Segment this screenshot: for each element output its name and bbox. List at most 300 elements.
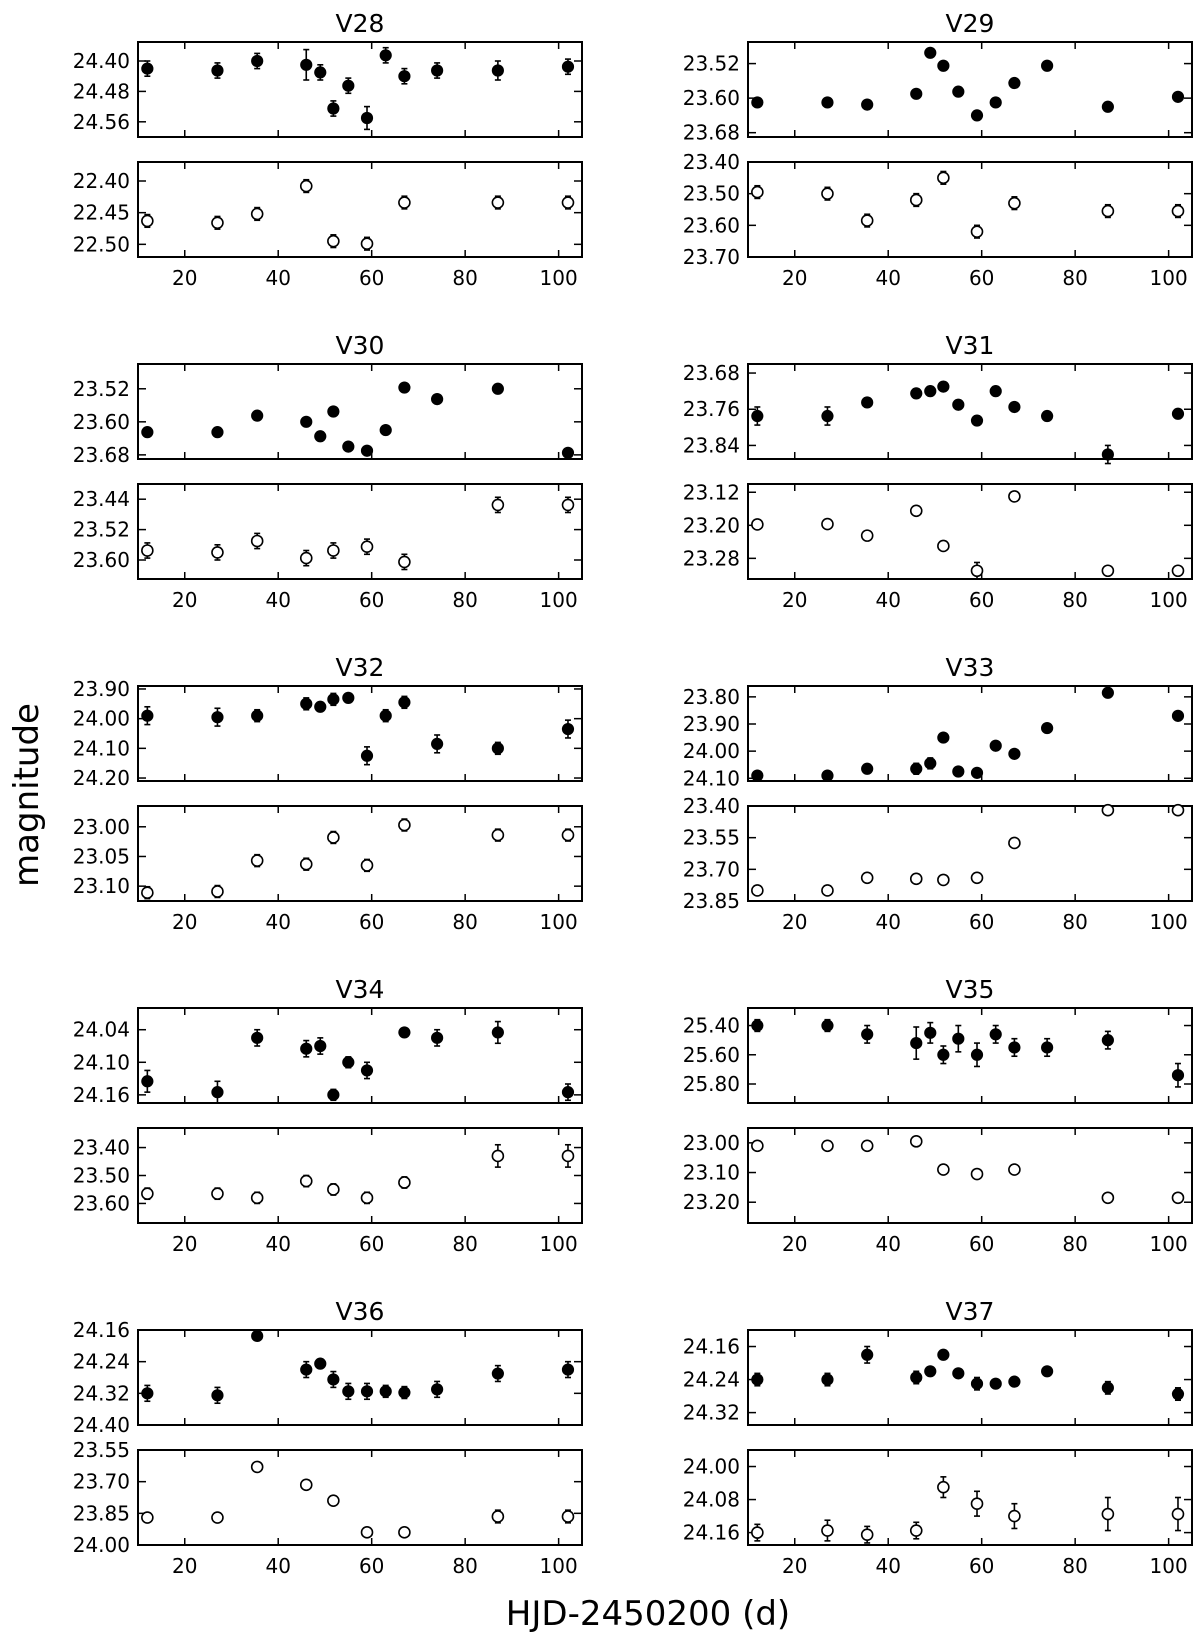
lower-panel-ytick-label: 23.28 [682, 546, 740, 571]
lower-panel-point-3 [911, 873, 922, 884]
upper-panel-point-7 [362, 1386, 373, 1397]
lower-panel-point-6 [1009, 1164, 1020, 1175]
lower-panel-xtick-label: 60 [358, 910, 385, 934]
lower-panel-xtick-label: 80 [1062, 1554, 1088, 1578]
lower-panel-xtick-label: 100 [539, 1554, 578, 1578]
upper-panel-ytick-label: 24.40 [72, 1413, 130, 1437]
lower-panel-xtick-label: 100 [1149, 1554, 1188, 1578]
upper-panel-point-11 [1102, 1035, 1113, 1046]
lower-panel-xtick-label: 80 [452, 266, 478, 290]
chart-v30 [73, 331, 582, 612]
lower-panel-xtick-label: 40 [875, 266, 901, 290]
lower-panel-point-0 [752, 1140, 763, 1151]
lower-panel-xtick-label: 20 [172, 266, 198, 290]
lower-panel-point-7 [492, 499, 503, 510]
lower-panel-point-6 [399, 820, 410, 831]
upper-panel-point-11 [1102, 449, 1113, 460]
lower-panel-xtick-label: 100 [1149, 1232, 1188, 1256]
lower-panel-ytick-label: 22.40 [72, 169, 130, 193]
lower-panel-xtick-label: 40 [265, 910, 291, 934]
upper-panel-point-6 [343, 441, 354, 452]
lower-panel-point-5 [362, 541, 373, 552]
lower-panel-xtick-label: 60 [358, 1232, 385, 1256]
upper-panel-point-2 [252, 1330, 263, 1341]
upper-panel-point-4 [315, 1358, 326, 1369]
lower-panel-point-8 [562, 1511, 573, 1522]
lower-panel-xtick-label: 20 [782, 1554, 808, 1578]
upper-panel-point-12 [562, 1364, 573, 1375]
lower-panel-point-4 [328, 1495, 339, 1506]
upper-panel-ytick-label: 23.68 [682, 120, 740, 145]
lower-panel-point-7 [492, 1511, 503, 1522]
upper-panel-frame [748, 364, 1192, 459]
lower-panel-point-6 [1009, 837, 1020, 848]
lower-panel-ytick-label: 23.70 [682, 245, 740, 269]
upper-panel-point-11 [1102, 687, 1113, 698]
lower-panel-ytick-label: 23.10 [72, 874, 130, 899]
upper-panel-ytick-label: 24.10 [682, 766, 740, 791]
lower-panel-point-8 [1172, 206, 1183, 217]
upper-panel-point-2 [862, 397, 873, 408]
upper-panel-point-7 [972, 110, 983, 121]
upper-panel-frame [748, 42, 1192, 137]
upper-panel-point-11 [492, 65, 503, 76]
upper-panel-point-7 [972, 415, 983, 426]
lower-panel-point-0 [142, 1188, 153, 1199]
chart-v32 [73, 653, 582, 934]
upper-panel-point-3 [301, 1043, 312, 1054]
chart-title: V29 [945, 9, 995, 38]
upper-panel-ytick-label: 23.80 [682, 684, 740, 709]
lower-panel-point-1 [822, 1525, 833, 1536]
lower-panel-point-5 [362, 238, 373, 249]
lower-panel-xtick-label: 40 [875, 910, 901, 934]
upper-panel-point-9 [1009, 78, 1020, 89]
lower-panel-point-6 [1009, 198, 1020, 209]
upper-panel-ytick-label: 24.48 [72, 79, 130, 104]
lower-panel-point-3 [301, 181, 312, 192]
lower-panel-frame [748, 1450, 1192, 1545]
upper-panel-point-3 [911, 1038, 922, 1049]
upper-panel-point-7 [362, 113, 373, 124]
lower-panel-xtick-label: 20 [782, 1232, 808, 1256]
upper-panel-point-2 [252, 410, 263, 421]
lower-panel-ytick-label: 23.60 [72, 1191, 130, 1216]
upper-panel-point-6 [953, 1033, 964, 1044]
upper-panel-ytick-label: 24.40 [72, 49, 130, 73]
lower-panel-point-8 [1172, 805, 1183, 816]
upper-panel-frame [748, 1330, 1192, 1425]
upper-panel-point-8 [399, 1027, 410, 1038]
upper-panel-point-1 [822, 1020, 833, 1031]
upper-panel-point-9 [399, 71, 410, 82]
upper-panel-point-10 [1042, 411, 1053, 422]
upper-panel-point-1 [822, 97, 833, 108]
upper-panel-point-5 [328, 1374, 339, 1385]
lower-panel-xtick-label: 20 [172, 1554, 198, 1578]
lower-panel-point-2 [252, 855, 263, 866]
upper-panel-point-12 [1172, 408, 1183, 419]
upper-panel-ytick-label: 24.00 [72, 706, 130, 731]
lower-panel-point-2 [252, 1192, 263, 1203]
upper-panel-point-3 [911, 1372, 922, 1383]
lower-panel-point-7 [1102, 1509, 1113, 1520]
upper-panel-point-5 [938, 60, 949, 71]
chart-title: V32 [335, 653, 385, 682]
lower-panel-xtick-label: 80 [452, 910, 478, 934]
upper-panel-point-3 [911, 88, 922, 99]
lower-panel-point-4 [938, 874, 949, 885]
lower-panel-point-7 [1102, 805, 1113, 816]
upper-panel-point-8 [380, 710, 391, 721]
lower-panel-point-4 [328, 236, 339, 247]
upper-panel-point-4 [315, 431, 326, 442]
lower-panel-xtick-label: 100 [539, 266, 578, 290]
upper-panel-point-10 [1042, 723, 1053, 734]
upper-panel-point-10 [492, 1027, 503, 1038]
lower-panel-ytick-label: 24.16 [682, 1520, 740, 1545]
chart-v37 [683, 1297, 1192, 1578]
lower-panel-frame [748, 162, 1192, 257]
lower-panel-frame [748, 806, 1192, 901]
lower-panel-point-7 [1102, 1192, 1113, 1203]
upper-panel-point-4 [925, 1027, 936, 1038]
y-axis-label: magnitude [7, 703, 47, 887]
lower-panel-point-5 [362, 1527, 373, 1538]
lower-panel-xtick-label: 80 [452, 1232, 478, 1256]
lower-panel-ytick-label: 24.00 [682, 1454, 740, 1479]
upper-panel-point-8 [380, 50, 391, 61]
lower-panel-point-6 [399, 197, 410, 208]
upper-panel-point-9 [399, 697, 410, 708]
lower-panel-ytick-label: 22.45 [72, 200, 130, 225]
chart-v29 [683, 9, 1192, 290]
lower-panel-point-0 [142, 215, 153, 226]
lower-panel-xtick-label: 60 [968, 910, 995, 934]
lower-panel-ytick-label: 23.00 [682, 1130, 740, 1155]
lower-panel-point-6 [399, 1527, 410, 1538]
lower-panel-xtick-label: 40 [265, 1554, 291, 1578]
lower-panel-xtick-label: 80 [1062, 266, 1088, 290]
lower-panel-point-1 [212, 217, 223, 228]
upper-panel-point-6 [343, 1057, 354, 1068]
upper-panel-point-2 [862, 1349, 873, 1360]
upper-panel-point-4 [925, 1366, 936, 1377]
lower-panel-ytick-label: 23.00 [72, 814, 130, 839]
lower-panel-point-2 [862, 1140, 873, 1151]
upper-panel-point-1 [822, 770, 833, 781]
lower-panel-xtick-label: 80 [1062, 1232, 1088, 1256]
upper-panel-point-3 [911, 388, 922, 399]
lower-panel-point-5 [362, 860, 373, 871]
upper-panel-point-5 [328, 103, 339, 114]
lower-panel-ytick-label: 23.52 [72, 517, 130, 542]
upper-panel-ytick-label: 24.20 [72, 766, 130, 791]
lower-panel-ytick-label: 23.20 [682, 1190, 740, 1215]
upper-panel-ytick-label: 23.90 [72, 676, 130, 701]
lower-panel-ytick-label: 23.40 [682, 150, 740, 174]
upper-panel-point-10 [1042, 1042, 1053, 1053]
upper-panel-point-6 [953, 766, 964, 777]
upper-panel-point-10 [1042, 60, 1053, 71]
chart-title: V37 [945, 1297, 995, 1326]
upper-panel-point-4 [925, 386, 936, 397]
lower-panel-xtick-label: 40 [265, 588, 291, 612]
upper-panel-point-10 [432, 65, 443, 76]
lower-panel-point-1 [822, 519, 833, 530]
upper-panel-point-0 [142, 427, 153, 438]
lower-panel-point-4 [328, 545, 339, 556]
upper-panel-point-0 [142, 63, 153, 74]
upper-panel-point-7 [362, 445, 373, 456]
lower-panel-point-3 [911, 1136, 922, 1147]
lower-panel-ytick-label: 23.10 [682, 1160, 740, 1185]
upper-panel-ytick-label: 25.60 [682, 1042, 740, 1067]
lower-panel-point-2 [862, 530, 873, 541]
lower-panel-xtick-label: 40 [265, 266, 291, 290]
lower-panel-ytick-label: 23.12 [682, 480, 740, 505]
upper-panel-ytick-label: 23.52 [682, 51, 740, 76]
lower-panel-xtick-label: 20 [172, 1232, 198, 1256]
lower-panel-point-7 [492, 1150, 503, 1161]
lower-panel-xtick-label: 20 [782, 266, 808, 290]
upper-panel-ytick-label: 24.04 [72, 1017, 130, 1042]
lower-panel-ytick-label: 23.60 [72, 548, 130, 572]
lower-panel-frame [138, 484, 582, 579]
upper-panel-point-2 [252, 710, 263, 721]
lower-panel-point-3 [301, 553, 312, 564]
chart-title: V30 [335, 331, 385, 360]
upper-panel-ytick-label: 24.10 [72, 1050, 130, 1075]
x-axis-label: HJD-2450200 (d) [505, 1594, 791, 1634]
upper-panel-point-10 [432, 738, 443, 749]
upper-panel-point-3 [301, 698, 312, 709]
lower-panel-point-2 [862, 1529, 873, 1540]
lower-panel-point-5 [972, 1169, 983, 1180]
lower-panel-point-6 [1009, 491, 1020, 502]
upper-panel-point-3 [301, 416, 312, 427]
lower-panel-xtick-label: 60 [968, 1554, 995, 1578]
upper-panel-point-12 [1172, 1070, 1183, 1081]
upper-panel-point-12 [562, 447, 573, 458]
upper-panel-point-5 [938, 381, 949, 392]
lower-panel-point-0 [142, 545, 153, 556]
upper-panel-frame [748, 1008, 1192, 1103]
lower-panel-xtick-label: 100 [1149, 266, 1188, 290]
upper-panel-point-6 [953, 86, 964, 97]
upper-panel-ytick-label: 25.80 [682, 1072, 740, 1096]
lower-panel-ytick-label: 24.08 [682, 1487, 740, 1512]
upper-panel-point-11 [1102, 1382, 1113, 1393]
lower-panel-point-7 [1102, 206, 1113, 217]
lower-panel-point-3 [301, 1479, 312, 1490]
lower-panel-point-2 [862, 215, 873, 226]
upper-panel-point-10 [432, 1384, 443, 1395]
upper-panel-point-0 [752, 97, 763, 108]
lower-panel-xtick-label: 60 [968, 588, 995, 612]
lower-panel-frame [138, 1450, 582, 1545]
lower-panel-ytick-label: 23.40 [72, 1135, 130, 1160]
upper-panel-point-9 [1009, 1376, 1020, 1387]
upper-panel-point-4 [315, 67, 326, 78]
upper-panel-ytick-label: 24.32 [72, 1381, 130, 1406]
upper-panel-point-12 [1172, 710, 1183, 721]
lower-panel-point-8 [562, 499, 573, 510]
lower-panel-point-5 [972, 872, 983, 883]
lower-panel-ytick-label: 23.50 [72, 1163, 130, 1188]
upper-panel-point-4 [315, 1041, 326, 1052]
lower-panel-point-4 [328, 832, 339, 843]
upper-panel-point-1 [212, 1087, 223, 1098]
upper-panel-point-0 [142, 1076, 153, 1087]
lower-panel-point-8 [562, 830, 573, 841]
lower-panel-ytick-label: 23.85 [72, 1501, 130, 1526]
upper-panel-point-10 [432, 394, 443, 405]
lower-panel-ytick-label: 23.40 [682, 794, 740, 818]
lower-panel-point-1 [822, 885, 833, 896]
upper-panel-point-1 [212, 65, 223, 76]
upper-panel-point-8 [990, 1378, 1001, 1389]
chart-v34 [73, 975, 582, 1256]
upper-panel-point-2 [862, 1029, 873, 1040]
upper-panel-point-8 [380, 1386, 391, 1397]
lower-panel-xtick-label: 100 [1149, 588, 1188, 612]
upper-panel-ytick-label: 23.52 [72, 376, 130, 401]
lower-panel-point-5 [972, 565, 983, 576]
lower-panel-frame [138, 162, 582, 257]
upper-panel-point-0 [752, 411, 763, 422]
upper-panel-point-12 [562, 724, 573, 735]
lower-panel-point-0 [142, 887, 153, 898]
upper-panel-point-11 [1102, 101, 1113, 112]
upper-panel-point-1 [212, 712, 223, 723]
lower-panel-point-1 [212, 547, 223, 558]
lower-panel-point-7 [492, 197, 503, 208]
lower-panel-ytick-label: 23.20 [682, 513, 740, 538]
upper-panel-point-0 [752, 770, 763, 781]
upper-panel-point-12 [562, 61, 573, 72]
upper-panel-point-7 [972, 1378, 983, 1389]
upper-panel-point-9 [1009, 1042, 1020, 1053]
upper-panel-point-2 [252, 1032, 263, 1043]
lower-panel-point-6 [1009, 1511, 1020, 1522]
upper-panel-point-3 [911, 763, 922, 774]
lower-panel-ytick-label: 23.44 [72, 487, 130, 512]
chart-title: V36 [335, 1297, 385, 1326]
lower-panel-point-2 [252, 536, 263, 547]
lower-panel-point-3 [301, 1176, 312, 1187]
lower-panel-xtick-label: 100 [539, 910, 578, 934]
upper-panel-point-4 [925, 758, 936, 769]
upper-panel-frame [138, 364, 582, 459]
upper-panel-point-8 [990, 386, 1001, 397]
lower-panel-point-5 [362, 1192, 373, 1203]
lower-panel-xtick-label: 40 [875, 1554, 901, 1578]
lower-panel-point-4 [938, 1482, 949, 1493]
upper-panel-point-5 [328, 406, 339, 417]
lower-panel-point-4 [938, 540, 949, 551]
upper-panel-point-11 [492, 383, 503, 394]
chart-title: V35 [945, 975, 995, 1004]
lower-panel-frame [138, 1128, 582, 1223]
upper-panel-point-0 [752, 1020, 763, 1031]
upper-panel-point-6 [343, 692, 354, 703]
lower-panel-frame [748, 1128, 1192, 1223]
upper-panel-frame [138, 42, 582, 137]
lower-panel-point-0 [752, 519, 763, 530]
lower-panel-xtick-label: 20 [172, 588, 198, 612]
lower-panel-xtick-label: 100 [539, 588, 578, 612]
lower-panel-xtick-label: 60 [358, 588, 385, 612]
upper-panel-point-2 [252, 56, 263, 67]
upper-panel-frame [138, 1008, 582, 1103]
upper-panel-point-7 [972, 767, 983, 778]
lower-panel-xtick-label: 80 [1062, 910, 1088, 934]
lower-panel-point-0 [142, 1512, 153, 1523]
upper-panel-ytick-label: 24.24 [72, 1349, 130, 1374]
lower-panel-xtick-label: 100 [1149, 910, 1188, 934]
upper-panel-ytick-label: 23.60 [682, 86, 740, 111]
upper-panel-ytick-label: 25.40 [682, 1013, 740, 1038]
upper-panel-ytick-label: 23.76 [682, 397, 740, 422]
upper-panel-point-8 [380, 425, 391, 436]
upper-panel-point-4 [925, 47, 936, 58]
lower-panel-point-5 [972, 1498, 983, 1509]
upper-panel-ytick-label: 23.84 [682, 433, 740, 458]
upper-panel-ytick-label: 24.32 [682, 1400, 740, 1425]
chart-v31 [683, 331, 1192, 612]
upper-panel-ytick-label: 23.68 [682, 361, 740, 386]
upper-panel-ytick-label: 24.16 [72, 1318, 130, 1342]
upper-panel-point-6 [953, 399, 964, 410]
upper-panel-point-8 [990, 1029, 1001, 1040]
lower-panel-point-2 [252, 208, 263, 219]
upper-panel-ytick-label: 23.90 [682, 712, 740, 736]
chart-v28 [73, 9, 582, 290]
upper-panel-ytick-label: 24.16 [72, 1082, 130, 1107]
lower-panel-point-1 [822, 1140, 833, 1151]
lower-panel-point-0 [752, 187, 763, 198]
lower-panel-xtick-label: 80 [452, 588, 478, 612]
lower-panel-point-0 [752, 885, 763, 896]
lower-panel-point-8 [1172, 565, 1183, 576]
upper-panel-frame [138, 1330, 582, 1425]
lower-panel-xtick-label: 20 [782, 588, 808, 612]
lower-panel-ytick-label: 23.60 [682, 213, 740, 238]
chart-title: V31 [945, 331, 995, 360]
upper-panel-point-3 [301, 59, 312, 70]
lower-panel-point-8 [562, 197, 573, 208]
lower-panel-xtick-label: 60 [358, 266, 385, 290]
lower-panel-point-8 [1172, 1509, 1183, 1520]
lower-panel-point-0 [752, 1527, 763, 1538]
lower-panel-xtick-label: 60 [968, 266, 995, 290]
lower-panel-ytick-label: 23.50 [682, 181, 740, 206]
upper-panel-point-0 [142, 710, 153, 721]
lower-panel-point-2 [862, 872, 873, 883]
upper-panel-ytick-label: 23.60 [72, 409, 130, 434]
lower-panel-point-6 [399, 1177, 410, 1188]
upper-panel-point-5 [328, 1089, 339, 1100]
lower-panel-frame [748, 484, 1192, 579]
upper-panel-point-1 [822, 1374, 833, 1385]
lower-panel-ytick-label: 23.70 [682, 857, 740, 882]
upper-panel-point-2 [862, 763, 873, 774]
lower-panel-point-1 [212, 1512, 223, 1523]
upper-panel-point-6 [343, 1386, 354, 1397]
upper-panel-point-11 [562, 1087, 573, 1098]
lower-panel-point-7 [1102, 565, 1113, 576]
